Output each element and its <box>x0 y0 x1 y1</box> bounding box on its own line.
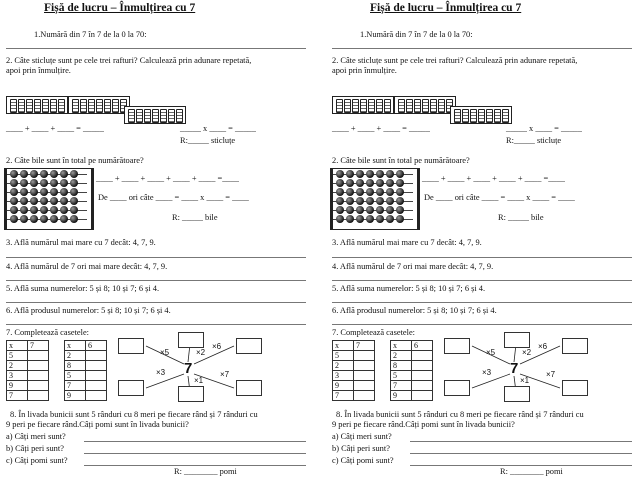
bottle-icon <box>368 99 375 113</box>
answer-box[interactable] <box>178 332 204 348</box>
exercise-1: 1.Numără din 7 în 7 de la 0 la 70: <box>360 30 473 39</box>
exercise-6: 5. Află suma numerelor: 5 și 8; 10 și 7; 6 și 4. <box>6 284 160 293</box>
table-answer-cell[interactable] <box>354 391 375 401</box>
exercise-2-line2: apoi prin înmulțire. <box>6 66 71 75</box>
answer-box[interactable] <box>444 380 470 396</box>
exercise-7: 6. Află produsul numerelor: 5 și 8; 10 și 7; 6 și 4. <box>6 306 171 315</box>
table-header: 7 <box>28 341 49 351</box>
answer-line[interactable] <box>410 441 632 442</box>
exercise-4: 3. Află numărul mai mare cu 7 decât: 4, 7, 9. <box>6 238 156 247</box>
abacus-bead <box>336 170 344 178</box>
abacus-bead <box>20 215 28 223</box>
table-header: 6 <box>86 341 107 351</box>
exercise-1: 1.Numără din 7 în 7 de la 0 la 70: <box>34 30 147 39</box>
star-operator: ×3 <box>482 368 492 377</box>
exercise-9-line2: 9 peri pe fiecare rând.Câți pomi sunt în livada bunicii? <box>6 420 189 429</box>
abacus-bead <box>10 179 18 187</box>
bottle-icon <box>26 99 33 113</box>
bottle-icon <box>112 99 119 113</box>
abacus-bead <box>50 179 58 187</box>
star-operator: ×1 <box>194 376 204 385</box>
bottle-icon <box>72 99 79 113</box>
bottle-icon <box>58 99 65 113</box>
table-answer-cell[interactable] <box>28 351 49 361</box>
table-answer-cell[interactable] <box>354 351 375 361</box>
star-operator: ×6 <box>538 342 548 351</box>
bottle-icon <box>152 109 159 123</box>
exercise-9-line1: 8. În livada bunicii sunt 5 rânduri cu 8 meri pe fiecare rând și 7 rânduri cu <box>336 410 584 419</box>
answer-line[interactable] <box>332 324 632 325</box>
exercise-2-answer: R:_____ sticluțe <box>180 136 236 145</box>
abacus-bead <box>10 197 18 205</box>
star-operator: ×6 <box>212 342 222 351</box>
exercise-9-c: c) Câți pomi sunt? <box>6 456 68 465</box>
bottle-icon <box>176 109 183 123</box>
exercise-2-line1: 2. Câte sticluțe sunt pe cele trei rafturi? Calculează prin adunare repetată, <box>6 56 252 65</box>
abacus-bead <box>20 188 28 196</box>
table-header: x <box>391 341 412 351</box>
bottle-icon <box>160 109 167 123</box>
bottle-icon <box>104 99 111 113</box>
abacus-bead <box>356 215 364 223</box>
table-cell: 2 <box>65 351 86 361</box>
exercise-3: 2. Câte bile sunt în total pe numărătoare? <box>332 156 470 165</box>
table-header: 7 <box>354 341 375 351</box>
table-cell: 9 <box>391 391 412 401</box>
abacus-bead <box>396 188 404 196</box>
abacus-bead <box>60 215 68 223</box>
answer-box[interactable] <box>562 338 588 354</box>
table-header: x <box>65 341 86 351</box>
exercise-2-line2: apoi prin înmulțire. <box>332 66 397 75</box>
abacus-bead <box>376 188 384 196</box>
bottle-icon <box>398 99 405 113</box>
answer-box[interactable] <box>118 338 144 354</box>
star-operator: ×5 <box>486 348 496 357</box>
exercise-3-groups: De ____ ori câte ____ = ____ x ____ = ____ <box>424 193 575 202</box>
table-cell: 2 <box>391 351 412 361</box>
exercise-2-line1: 2. Câte sticluțe sunt pe cele trei rafturi? Calculează prin adunare repetată, <box>332 56 578 65</box>
exercise-4: 3. Află numărul mai mare cu 7 decât: 4, 7, 9. <box>332 238 482 247</box>
abacus-bead <box>60 188 68 196</box>
abacus-bead <box>376 197 384 205</box>
bottle-icon <box>80 99 87 113</box>
exercise-9-a: a) Câți meri sunt? <box>6 432 66 441</box>
answer-line[interactable] <box>6 257 306 258</box>
bottle-icon <box>384 99 391 113</box>
exercise-5: 4. Află numărul de 7 ori mai mare decât: 4, 7, 9. <box>332 262 494 271</box>
bottle-icon <box>96 99 103 113</box>
answer-line[interactable] <box>410 453 632 454</box>
abacus-bead <box>386 206 394 214</box>
abacus-bead <box>30 206 38 214</box>
exercise-2-answer: R:_____ sticluțe <box>506 136 562 145</box>
bottle-icon <box>136 109 143 123</box>
answer-box[interactable] <box>236 338 262 354</box>
answer-line[interactable] <box>6 302 306 303</box>
abacus-bead <box>386 170 394 178</box>
abacus-bead <box>356 170 364 178</box>
exercise-7: 6. Află produsul numerelor: 5 și 8; 10 și 7; 6 și 4. <box>332 306 497 315</box>
table-header: 6 <box>412 341 433 351</box>
abacus-bead <box>40 170 48 178</box>
exercise-3-groups: De ____ ori câte ____ = ____ x ____ = ____ <box>98 193 249 202</box>
table-cell: 5 <box>333 351 354 361</box>
bottle-icon <box>360 99 367 113</box>
abacus-bead <box>356 188 364 196</box>
abacus-bead <box>346 206 354 214</box>
bottle-icon <box>486 109 493 123</box>
worksheet-title: Fișă de lucru – Înmulțirea cu 7 <box>44 2 196 14</box>
abacus-bead <box>70 188 78 196</box>
table-cell: 5 <box>65 371 86 381</box>
abacus-bead <box>366 197 374 205</box>
multiplication-table-7 <box>6 340 49 401</box>
worksheet-left <box>4 0 319 479</box>
bottle-icon <box>502 109 509 123</box>
star-center: 7 <box>184 360 193 377</box>
abacus-bead <box>366 215 374 223</box>
multiplication-star <box>116 336 266 400</box>
abacus-bead <box>30 170 38 178</box>
abacus-bead <box>50 188 58 196</box>
abacus-bead <box>336 179 344 187</box>
abacus-bead <box>396 206 404 214</box>
star-operator: ×1 <box>520 376 530 385</box>
abacus <box>4 168 90 230</box>
abacus-bead <box>376 179 384 187</box>
answer-line[interactable] <box>332 48 632 49</box>
multiplication-table-6 <box>390 340 433 401</box>
table-answer-cell[interactable] <box>354 381 375 391</box>
table-answer-cell[interactable] <box>412 351 433 361</box>
table-cell: 7 <box>7 391 28 401</box>
table-cell: 3 <box>333 371 354 381</box>
table-answer-cell[interactable] <box>86 391 107 401</box>
bottle-icon <box>422 99 429 113</box>
abacus-bead <box>356 206 364 214</box>
bottle-shelf <box>124 106 186 124</box>
table-cell: 5 <box>391 371 412 381</box>
abacus-bead <box>346 188 354 196</box>
abacus-bead <box>70 206 78 214</box>
table-answer-cell[interactable] <box>86 351 107 361</box>
table-cell: 9 <box>7 381 28 391</box>
exercise-3-answer: R: _____ bile <box>172 213 218 222</box>
table-answer-cell[interactable] <box>412 381 433 391</box>
abacus-bead <box>50 215 58 223</box>
abacus-bead <box>366 179 374 187</box>
table-answer-cell[interactable] <box>354 361 375 371</box>
bottle-icon <box>50 99 57 113</box>
table-answer-cell[interactable] <box>412 371 433 381</box>
answer-line[interactable] <box>84 441 306 442</box>
abacus-bead <box>346 215 354 223</box>
abacus <box>330 168 416 230</box>
abacus-bead <box>386 197 394 205</box>
answer-box[interactable] <box>444 338 470 354</box>
answer-line[interactable] <box>84 453 306 454</box>
exercise-9-line2: 9 peri pe fiecare rând.Câți pomi sunt în livada bunicii? <box>332 420 515 429</box>
abacus-bead <box>346 179 354 187</box>
abacus-bead <box>366 206 374 214</box>
abacus-bead <box>396 170 404 178</box>
abacus-bead <box>366 188 374 196</box>
abacus-bead <box>10 170 18 178</box>
worksheet-title: Fișă de lucru – Înmulțirea cu 7 <box>370 2 522 14</box>
answer-box[interactable] <box>562 380 588 396</box>
exercise-9-b: b) Câți peri sunt? <box>6 444 64 453</box>
exercise-9-line1: 8. În livada bunicii sunt 5 rânduri cu 8 meri pe fiecare rând și 7 rânduri cu <box>10 410 258 419</box>
table-answer-cell[interactable] <box>28 391 49 401</box>
exercise-6: 5. Află suma numerelor: 5 și 8; 10 și 7; 6 și 4. <box>332 284 486 293</box>
abacus-bead <box>50 170 58 178</box>
table-answer-cell[interactable] <box>86 361 107 371</box>
table-cell: 7 <box>333 391 354 401</box>
multiplication-table-6 <box>64 340 107 401</box>
bottle-icon <box>168 109 175 123</box>
abacus-bead <box>20 179 28 187</box>
table-cell: 7 <box>391 381 412 391</box>
abacus-bead <box>40 206 48 214</box>
bottle-icon <box>470 109 477 123</box>
table-cell: 8 <box>65 361 86 371</box>
answer-line[interactable] <box>6 280 306 281</box>
exercise-9-answer: R: ________ pomi <box>500 467 563 476</box>
abacus-bead <box>40 215 48 223</box>
bottle-icon <box>462 109 469 123</box>
exercise-2-multiplication: _____ x ____ = _____ <box>180 124 256 133</box>
table-header: x <box>333 341 354 351</box>
exercise-5: 4. Află numărul de 7 ori mai mare decât: 4, 7, 9. <box>6 262 168 271</box>
answer-box[interactable] <box>178 386 204 402</box>
bottle-shelf <box>68 96 130 114</box>
table-answer-cell[interactable] <box>412 391 433 401</box>
abacus-bead <box>396 215 404 223</box>
abacus-bead <box>396 197 404 205</box>
answer-box[interactable] <box>118 380 144 396</box>
bottle-shelf <box>332 96 394 114</box>
table-answer-cell[interactable] <box>28 381 49 391</box>
star-operator: ×7 <box>546 370 556 379</box>
abacus-bead <box>70 179 78 187</box>
bottle-icon <box>478 109 485 123</box>
exercise-8: 7. Completează casetele: <box>6 328 90 337</box>
abacus-bead <box>40 197 48 205</box>
abacus-bead <box>376 215 384 223</box>
bottle-icon <box>494 109 501 123</box>
exercise-3: 2. Câte bile sunt în total pe numărătoare? <box>6 156 144 165</box>
abacus-bead <box>10 206 18 214</box>
answer-line[interactable] <box>332 257 632 258</box>
abacus-bead <box>70 197 78 205</box>
abacus-bead <box>40 188 48 196</box>
abacus-bead <box>40 179 48 187</box>
exercise-2-multiplication: _____ x ____ = _____ <box>506 124 582 133</box>
bottle-shelf <box>6 96 68 114</box>
abacus-bead <box>50 206 58 214</box>
multiplication-star <box>442 336 592 400</box>
abacus-bead <box>30 215 38 223</box>
star-operator: ×2 <box>196 348 206 357</box>
table-cell: 9 <box>65 391 86 401</box>
star-center: 7 <box>510 360 519 377</box>
table-answer-cell[interactable] <box>28 371 49 381</box>
abacus-bead <box>386 215 394 223</box>
answer-line[interactable] <box>84 465 306 466</box>
abacus-bead <box>60 179 68 187</box>
abacus-bead <box>60 197 68 205</box>
bottle-icon <box>34 99 41 113</box>
abacus-bead <box>50 197 58 205</box>
abacus-bead <box>30 197 38 205</box>
answer-box[interactable] <box>236 380 262 396</box>
abacus-bead <box>20 206 28 214</box>
answer-line[interactable] <box>6 324 306 325</box>
bottle-icon <box>414 99 421 113</box>
abacus-bead <box>336 188 344 196</box>
table-cell: 7 <box>65 381 86 391</box>
answer-line[interactable] <box>410 465 632 466</box>
abacus-bead <box>356 197 364 205</box>
exercise-3-answer: R: _____ bile <box>498 213 544 222</box>
star-operator: ×5 <box>160 348 170 357</box>
table-cell: 5 <box>7 351 28 361</box>
abacus-bead <box>20 197 28 205</box>
exercise-2-addition: ____ + ____ + ____ = _____ <box>332 124 430 133</box>
abacus-bead <box>336 197 344 205</box>
bottle-icon <box>42 99 49 113</box>
bottle-icon <box>336 99 343 113</box>
table-cell: 2 <box>333 361 354 371</box>
answer-box[interactable] <box>504 386 530 402</box>
table-cell: 2 <box>7 361 28 371</box>
multiplication-table-7 <box>332 340 375 401</box>
star-operator: ×2 <box>522 348 532 357</box>
abacus-bead <box>376 170 384 178</box>
bottle-icon <box>430 99 437 113</box>
table-answer-cell[interactable] <box>86 371 107 381</box>
bottle-icon <box>18 99 25 113</box>
table-cell: 9 <box>333 381 354 391</box>
abacus-bead <box>70 215 78 223</box>
abacus-bead <box>386 188 394 196</box>
exercise-3-addition: ____ + ____ + ____ + ____ + ____ =____ <box>96 174 239 183</box>
bottle-icon <box>10 99 17 113</box>
abacus-bead <box>30 179 38 187</box>
bottle-shelf <box>394 96 456 114</box>
table-header: x <box>7 341 28 351</box>
bottle-icon <box>88 99 95 113</box>
abacus-bead <box>386 179 394 187</box>
bottle-icon <box>454 109 461 123</box>
exercise-8: 7. Completează casetele: <box>332 328 416 337</box>
exercise-2-addition: ____ + ____ + ____ = _____ <box>6 124 104 133</box>
table-answer-cell[interactable] <box>354 371 375 381</box>
abacus-bead <box>20 170 28 178</box>
bottle-icon <box>344 99 351 113</box>
abacus-bead <box>60 170 68 178</box>
bottle-shelf <box>450 106 512 124</box>
worksheet-right <box>330 0 640 479</box>
bottle-icon <box>128 109 135 123</box>
table-answer-cell[interactable] <box>28 361 49 371</box>
exercise-9-answer: R: ________ pomi <box>174 467 237 476</box>
answer-line[interactable] <box>332 280 632 281</box>
abacus-bead <box>60 206 68 214</box>
exercise-9-c: c) Câți pomi sunt? <box>332 456 394 465</box>
table-cell: 8 <box>391 361 412 371</box>
bottle-icon <box>376 99 383 113</box>
bottle-icon <box>406 99 413 113</box>
table-cell: 3 <box>7 371 28 381</box>
bottle-icon <box>438 99 445 113</box>
exercise-3-addition: ____ + ____ + ____ + ____ + ____ =____ <box>422 174 565 183</box>
star-operator: ×3 <box>156 368 166 377</box>
abacus-bead <box>346 170 354 178</box>
bottle-icon <box>144 109 151 123</box>
exercise-9-a: a) Câți meri sunt? <box>332 432 392 441</box>
abacus-bead <box>366 170 374 178</box>
abacus-bead <box>346 197 354 205</box>
abacus-bead <box>30 188 38 196</box>
exercise-9-b: b) Câți peri sunt? <box>332 444 390 453</box>
star-operator: ×7 <box>220 370 230 379</box>
abacus-bead <box>10 215 18 223</box>
abacus-bead <box>396 179 404 187</box>
abacus-bead <box>336 206 344 214</box>
answer-box[interactable] <box>504 332 530 348</box>
table-answer-cell[interactable] <box>86 381 107 391</box>
abacus-bead <box>356 179 364 187</box>
abacus-bead <box>336 215 344 223</box>
abacus-bead <box>10 188 18 196</box>
bottle-icon <box>352 99 359 113</box>
answer-line[interactable] <box>332 302 632 303</box>
abacus-bead <box>376 206 384 214</box>
table-answer-cell[interactable] <box>412 361 433 371</box>
abacus-bead <box>70 170 78 178</box>
answer-line[interactable] <box>6 48 306 49</box>
